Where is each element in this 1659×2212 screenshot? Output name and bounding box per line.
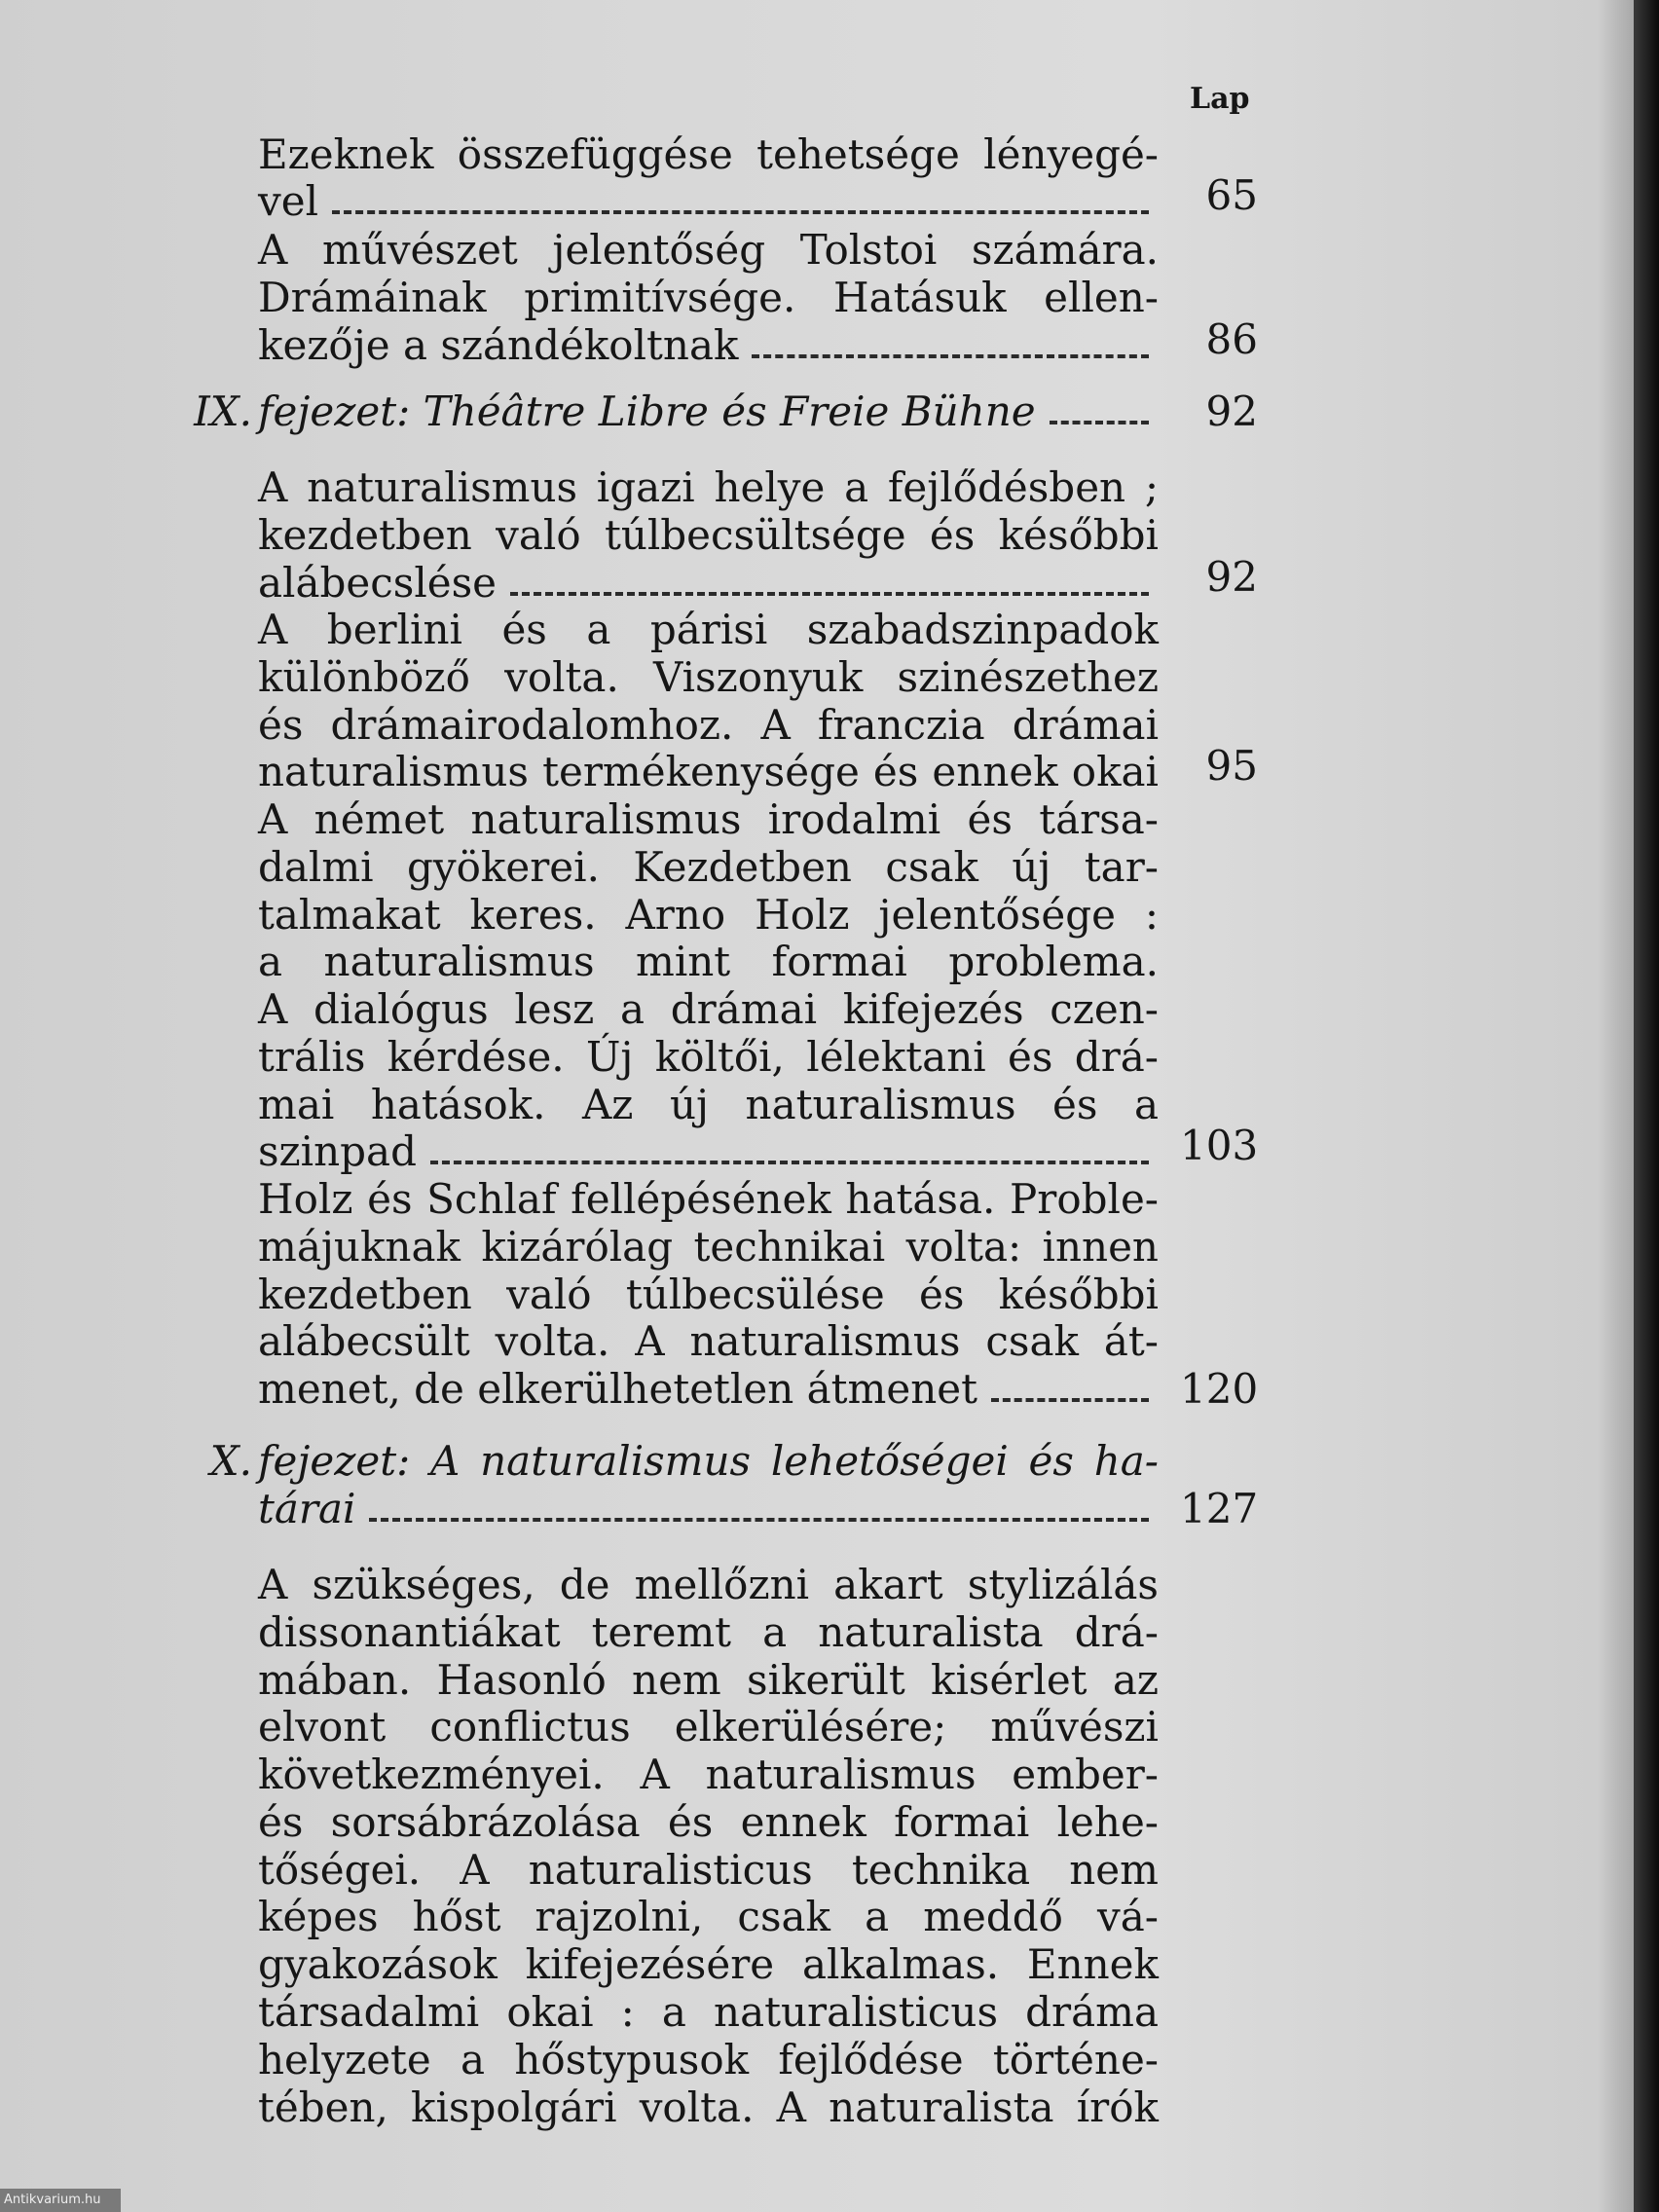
toc-line: helyzete a hőstypusok fejlődése történe- <box>258 2036 1159 2083</box>
toc-line: talmakat keres. Arno Holz jelentősége : <box>258 891 1159 939</box>
toc-line: különböző volta. Viszonyuk szinészethez <box>258 653 1159 701</box>
toc-line: mában. Hasonló nem sikerült kisérlet az <box>258 1656 1159 1704</box>
toc-line: dalmi gyökerei. Kezdetben csak új tar- <box>258 843 1159 891</box>
toc-line: kezője a szándékoltnak <box>258 321 1159 370</box>
page-number: 103 <box>1180 1122 1259 1169</box>
chapter-title: tárai <box>258 1485 1159 1533</box>
toc-line: tében, kispolgári volta. A naturalista írók <box>258 2083 1159 2131</box>
toc-line: trális kérdése. Új költői, lélektani és drá- <box>258 1033 1159 1081</box>
toc-line: kezdetben való túlbecsülése és későbbi <box>258 1271 1159 1318</box>
page-number: 127 <box>1180 1485 1259 1532</box>
page-number: 86 <box>1205 315 1258 363</box>
page-number: 95 <box>1205 742 1258 790</box>
toc-line: szinpad <box>258 1127 1159 1176</box>
toc-line: alábecslése <box>258 559 1159 608</box>
toc-line: naturalismus termékenysége és ennek okai <box>258 748 1159 795</box>
toc-line: Ezeknek összefüggése tehetsége lényegé- <box>258 130 1159 178</box>
leader-dots <box>510 592 1149 596</box>
toc-line: A szükséges, de mellőzni akart stylizálás <box>258 1561 1159 1608</box>
page-number: 120 <box>1180 1365 1259 1413</box>
page-number: 65 <box>1205 171 1258 219</box>
chapter-number: IX. <box>194 387 252 435</box>
toc-line: A német naturalismus irodalmi és társa- <box>258 795 1159 843</box>
leader-dots <box>332 210 1149 214</box>
toc-line: Holz és Schlaf fellépésének hatása. Proble- <box>258 1175 1159 1223</box>
toc-line: elvont conflictus elkerülésére; művészi <box>258 1703 1159 1751</box>
watermark: Antikvarium.hu <box>0 2189 121 2212</box>
toc-line: és drámairodalomhoz. A franczia drámai <box>258 701 1159 749</box>
page-number: 92 <box>1205 553 1258 601</box>
page-edge-shadow <box>1597 0 1634 2212</box>
chapter-title: fejezet: Théâtre Libre és Freie Bühne <box>258 387 1159 436</box>
toc-line: Drámáinak primitívsége. Hatásuk ellen- <box>258 274 1159 321</box>
toc-line: A dialógus lesz a drámai kifejezés czen- <box>258 985 1159 1033</box>
leader-dots <box>369 1518 1149 1522</box>
toc-line: képes hőst rajzolni, csak a meddő vá- <box>258 1893 1159 1940</box>
leader-dots <box>991 1398 1149 1402</box>
toc-line: a naturalismus mint formai problema. <box>258 938 1159 985</box>
toc-line: vel <box>258 177 1159 226</box>
leader-dots <box>1050 421 1149 424</box>
page-number: 92 <box>1205 387 1258 435</box>
chapter-title: fejezet: A naturalismus lehetőségei és ha- <box>258 1437 1159 1485</box>
toc-line: alábecsült volta. A naturalismus csak át- <box>258 1317 1159 1365</box>
toc-line: tőségei. A naturalisticus technika nem <box>258 1846 1159 1894</box>
toc-line: menet, de elkerülhetetlen átmenet <box>258 1365 1159 1414</box>
toc-line: A berlini és a párisi szabadszinpadok <box>258 606 1159 653</box>
page-column-label: Lap <box>1190 82 1250 116</box>
toc-line: következményei. A naturalismus ember- <box>258 1751 1159 1798</box>
toc-line: májuknak kizárólag technikai volta: innen <box>258 1223 1159 1271</box>
toc-line: és sorsábrázolása és ennek formai lehe- <box>258 1798 1159 1846</box>
toc-line: társadalmi okai : a naturalisticus dráma <box>258 1988 1159 2036</box>
toc-line: kezdetben való túlbecsültsége és későbbi <box>258 511 1159 559</box>
toc-line: gyakozások kifejezésére alkalmas. Ennek <box>258 1940 1159 1988</box>
leader-dots <box>752 354 1149 358</box>
leader-dots <box>430 1161 1149 1164</box>
toc-line: mai hatások. Az új naturalismus és a <box>258 1081 1159 1128</box>
toc-line: dissonantiákat teremt a naturalista drá- <box>258 1608 1159 1656</box>
book-binding <box>1634 0 1659 2212</box>
toc-line: A művészet jelentőség Tolstoi számára. <box>258 226 1159 274</box>
toc-line: A naturalismus igazi helye a fejlődésben ; <box>258 463 1159 511</box>
chapter-number: X. <box>209 1437 252 1485</box>
